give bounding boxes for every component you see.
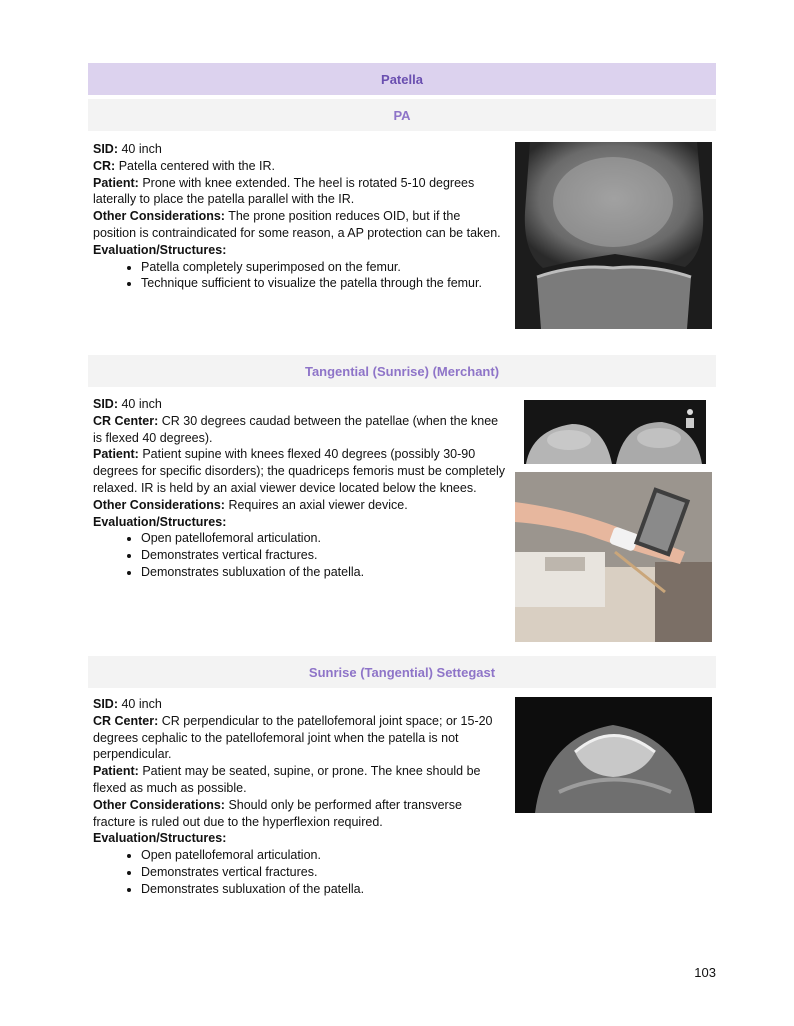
- value: Prone with knee extended. The heel is rotated 5-10 degrees laterally to place the patella parallel with the IR.: [93, 175, 475, 207]
- label: CR:: [93, 158, 116, 173]
- value: Patient may be seated, supine, or prone. The knee should be flexed as much as possible.: [93, 764, 481, 795]
- label: Evaluation/Structures:: [93, 514, 227, 529]
- list-item: • Patella completely superimposed on the femur.: [141, 259, 503, 276]
- list-item: • Open patellofemoral articulation.: [141, 847, 497, 864]
- label: Other Considerations:: [93, 497, 225, 512]
- section-body-pa: [93, 141, 503, 292]
- line-sid: [93, 696, 497, 713]
- value: 40 inch: [118, 697, 162, 711]
- merchant-positioning-photo: [515, 472, 712, 642]
- line-other: [93, 797, 497, 831]
- line-other: [93, 497, 507, 514]
- label: Patient:: [93, 175, 139, 190]
- label: CR Center:: [93, 713, 159, 728]
- page-title: Patella: [88, 63, 716, 95]
- value: CR 30 degrees caudad between the patellae (when the knee is flexed 40 degrees).: [93, 413, 499, 445]
- line-other: [93, 208, 503, 242]
- bullet-list: [93, 530, 507, 580]
- page-number: 103: [694, 965, 716, 980]
- section-title-merchant: Tangential (Sunrise) (Merchant): [88, 355, 716, 387]
- label: SID:: [93, 397, 118, 411]
- label: Other Considerations:: [93, 209, 225, 224]
- line-cr: [93, 713, 497, 763]
- section-body-merchant: [93, 396, 507, 581]
- section-body-settegast: [93, 696, 497, 898]
- value: Should only be performed after transverse fracture is ruled out due to the hyperflexion required.: [93, 797, 462, 829]
- line-cr: [93, 413, 507, 447]
- value: 40 inch: [118, 142, 162, 156]
- label: Patient:: [93, 764, 139, 779]
- line-patient: [93, 175, 503, 209]
- list-item: • Demonstrates vertical fractures.: [141, 547, 507, 564]
- label: Evaluation/Structures:: [93, 831, 227, 846]
- line-sid: [93, 396, 507, 413]
- line-patient: [93, 446, 507, 496]
- line-patient: [93, 763, 497, 797]
- value: Patella centered with the IR.: [115, 158, 276, 173]
- value: Requires an axial viewer device.: [224, 497, 408, 512]
- pa-xray-image: [515, 142, 712, 329]
- bullet-list: [93, 847, 497, 897]
- list-item: • Demonstrates subluxation of the patella.: [141, 881, 497, 898]
- list-item: • Technique sufficient to visualize the patella through the femur.: [141, 275, 503, 292]
- section-title-pa: PA: [88, 99, 716, 131]
- label: SID:: [93, 697, 118, 711]
- label: SID:: [93, 142, 118, 156]
- line-eval: [93, 830, 497, 847]
- value: CR perpendicular to the patellofemoral joint space; or 15-20 degrees cephalic to the patellofemoral joint when the patella is not perpendicular.: [93, 713, 493, 762]
- merchant-xray-image: [524, 400, 706, 464]
- line-sid: [93, 141, 503, 158]
- list-item: • Demonstrates vertical fractures.: [141, 864, 497, 881]
- line-eval: [93, 514, 507, 531]
- list-item: • Demonstrates subluxation of the patella.: [141, 564, 507, 581]
- section-title-settegast: Sunrise (Tangential) Settegast: [88, 656, 716, 688]
- label: Patient:: [93, 447, 139, 462]
- value: 40 inch: [118, 397, 162, 411]
- label: Other Considerations:: [93, 797, 225, 812]
- line-eval: [93, 242, 503, 259]
- label: CR Center:: [93, 413, 159, 428]
- bullet-list: [93, 259, 503, 293]
- line-cr: [93, 158, 503, 175]
- label: Evaluation/Structures:: [93, 242, 227, 257]
- value: The prone position reduces OID, but if the position is contraindicated for some reason, a AP protection can be taken.: [93, 209, 501, 240]
- settegast-xray-image: [515, 697, 712, 813]
- list-item: • Open patellofemoral articulation.: [141, 530, 507, 547]
- value: Patient supine with knees flexed 40 degrees (possibly 30-90 degrees for specific disorders); the quadriceps femoris must be completely relaxed. IR is held by an axial viewer device located below the knees.: [93, 447, 505, 495]
